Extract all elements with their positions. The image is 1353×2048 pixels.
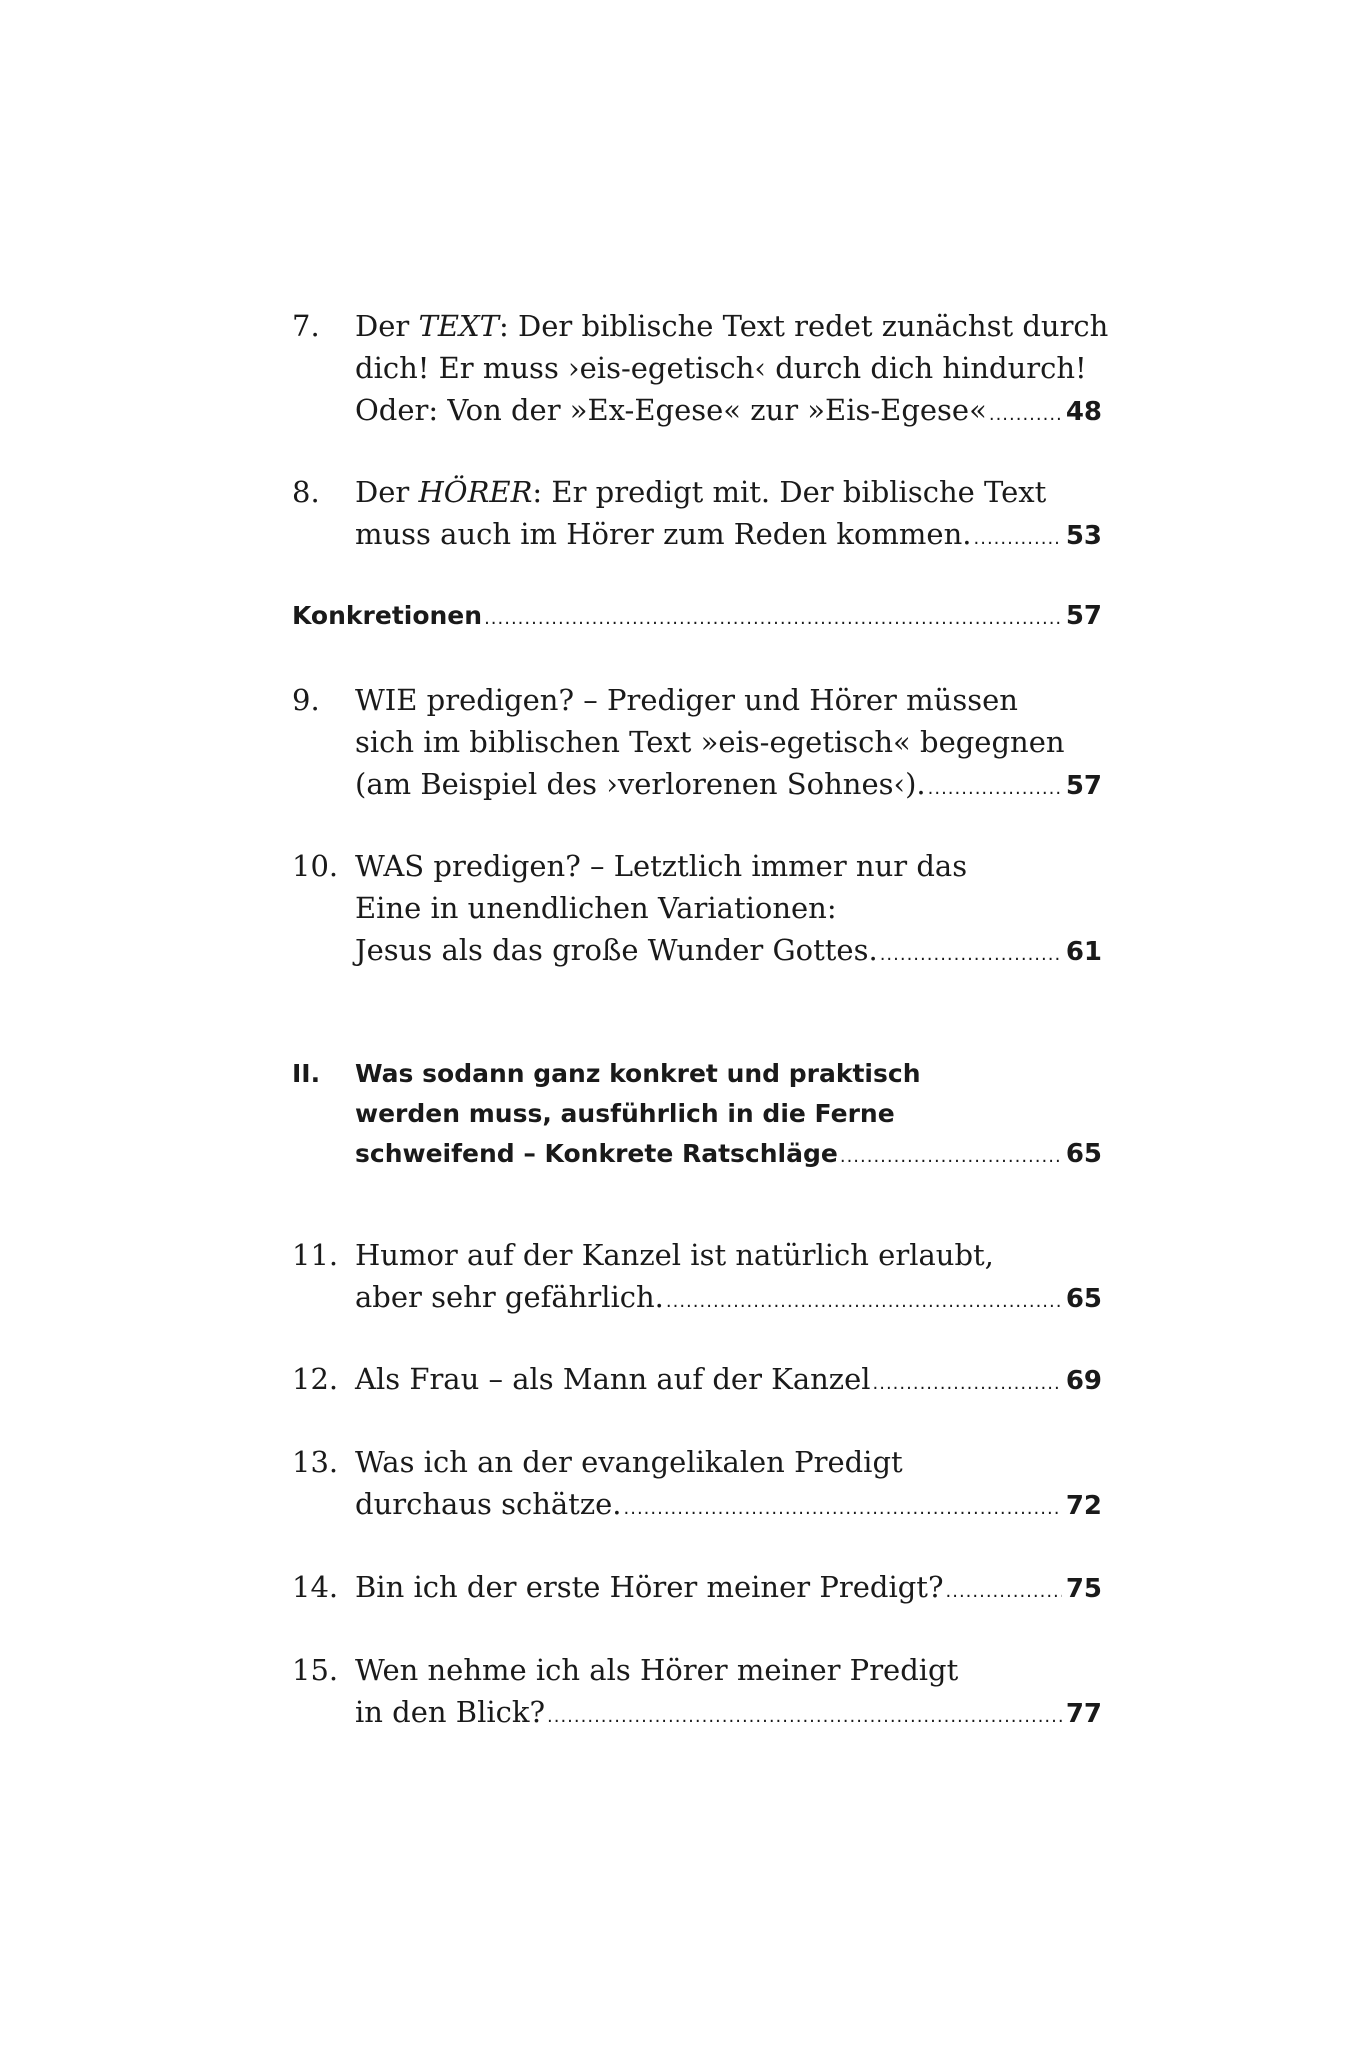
page-number: 69	[1065, 1366, 1102, 1396]
entry-title-line: Was ich an der evangelikalen Predigt	[355, 1445, 903, 1479]
part-title-line: schweifend – Konkrete Ratschläge	[355, 1139, 838, 1168]
entry-number: 9.	[292, 683, 320, 717]
entry-title-emphasis: HÖRER	[418, 475, 533, 509]
dot-leader	[547, 1696, 1062, 1738]
page-number: 61	[1065, 937, 1102, 967]
entry-title-line: Der TEXT: Der biblische Text redet zunächst durch	[355, 309, 1109, 343]
page-number: 48	[1065, 397, 1102, 427]
entry-title-line: Bin ich der erste Hörer meiner Predigt?	[355, 1570, 944, 1604]
entry-number: 12.	[292, 1362, 339, 1396]
page-number: 57	[1065, 601, 1102, 631]
page-number: 77	[1065, 1699, 1102, 1729]
dot-leader	[989, 394, 1062, 436]
part-title-line: werden muss, ausführlich in die Ferne	[355, 1099, 895, 1128]
dot-leader	[873, 1363, 1062, 1405]
entry-number: 7.	[292, 309, 320, 343]
entry-title-line: Oder: Von der »Ex-Egese« zur »Eis-Egese«	[355, 393, 987, 427]
dot-leader	[946, 1571, 1062, 1613]
page-number: 53	[1065, 521, 1102, 551]
page-number: 65	[1065, 1139, 1102, 1169]
page-number: 57	[1065, 771, 1102, 801]
entry-number: 14.	[292, 1570, 339, 1604]
entry-title-emphasis: TEXT	[418, 309, 500, 343]
entry-title-line: Jesus als das große Wunder Gottes.	[355, 933, 878, 967]
entry-title-line: durchaus schätze.	[355, 1487, 622, 1521]
dot-leader	[974, 518, 1062, 560]
dot-leader	[880, 934, 1062, 976]
entry-title-line: (am Beispiel des ›verlorenen Sohnes‹).	[355, 767, 926, 801]
part-title-line: Was sodann ganz konkret und praktisch	[355, 1059, 921, 1088]
dot-leader	[928, 768, 1062, 810]
entry-title-line: Wen nehme ich als Hörer meiner Predigt	[355, 1653, 959, 1687]
entry-title-line: Der HÖRER: Er predigt mit. Der biblische Text	[355, 475, 1047, 509]
page-number: 75	[1065, 1574, 1102, 1604]
dot-leader	[666, 1281, 1062, 1323]
entry-number: 11.	[292, 1238, 339, 1272]
entry-title-line: WIE predigen? – Prediger und Hörer müssen	[355, 683, 1018, 717]
entry-title-line: in den Blick?	[355, 1695, 546, 1729]
entry-title-line: Als Frau – als Mann auf der Kanzel	[355, 1362, 871, 1396]
entry-title-line: dich! Er muss ›eis-egetisch‹ durch dich hindurch!	[355, 351, 1087, 385]
page-number: 65	[1065, 1284, 1102, 1314]
entry-number: 8.	[292, 475, 320, 509]
page-number: 72	[1065, 1491, 1102, 1521]
entry-title-line: Eine in unendlichen Variationen:	[355, 891, 837, 925]
entry-number: 15.	[292, 1653, 339, 1687]
entry-title-line: WAS predigen? – Letztlich immer nur das	[355, 849, 968, 883]
entry-title-line: sich im biblischen Text »eis-egetisch« begegnen	[355, 725, 1065, 759]
entry-number: 10.	[292, 849, 339, 883]
dot-leader	[624, 1488, 1062, 1530]
entry-title-line: Humor auf der Kanzel ist natürlich erlaubt,	[355, 1238, 994, 1272]
entry-number: 13.	[292, 1445, 339, 1479]
part-number: II.	[292, 1059, 321, 1088]
dot-leader	[484, 598, 1062, 640]
entry-title-line: muss auch im Hörer zum Reden kommen.	[355, 517, 972, 551]
section-heading: Konkretionen	[292, 601, 483, 630]
dot-leader	[840, 1136, 1062, 1178]
entry-title-line: aber sehr gefährlich.	[355, 1280, 664, 1314]
